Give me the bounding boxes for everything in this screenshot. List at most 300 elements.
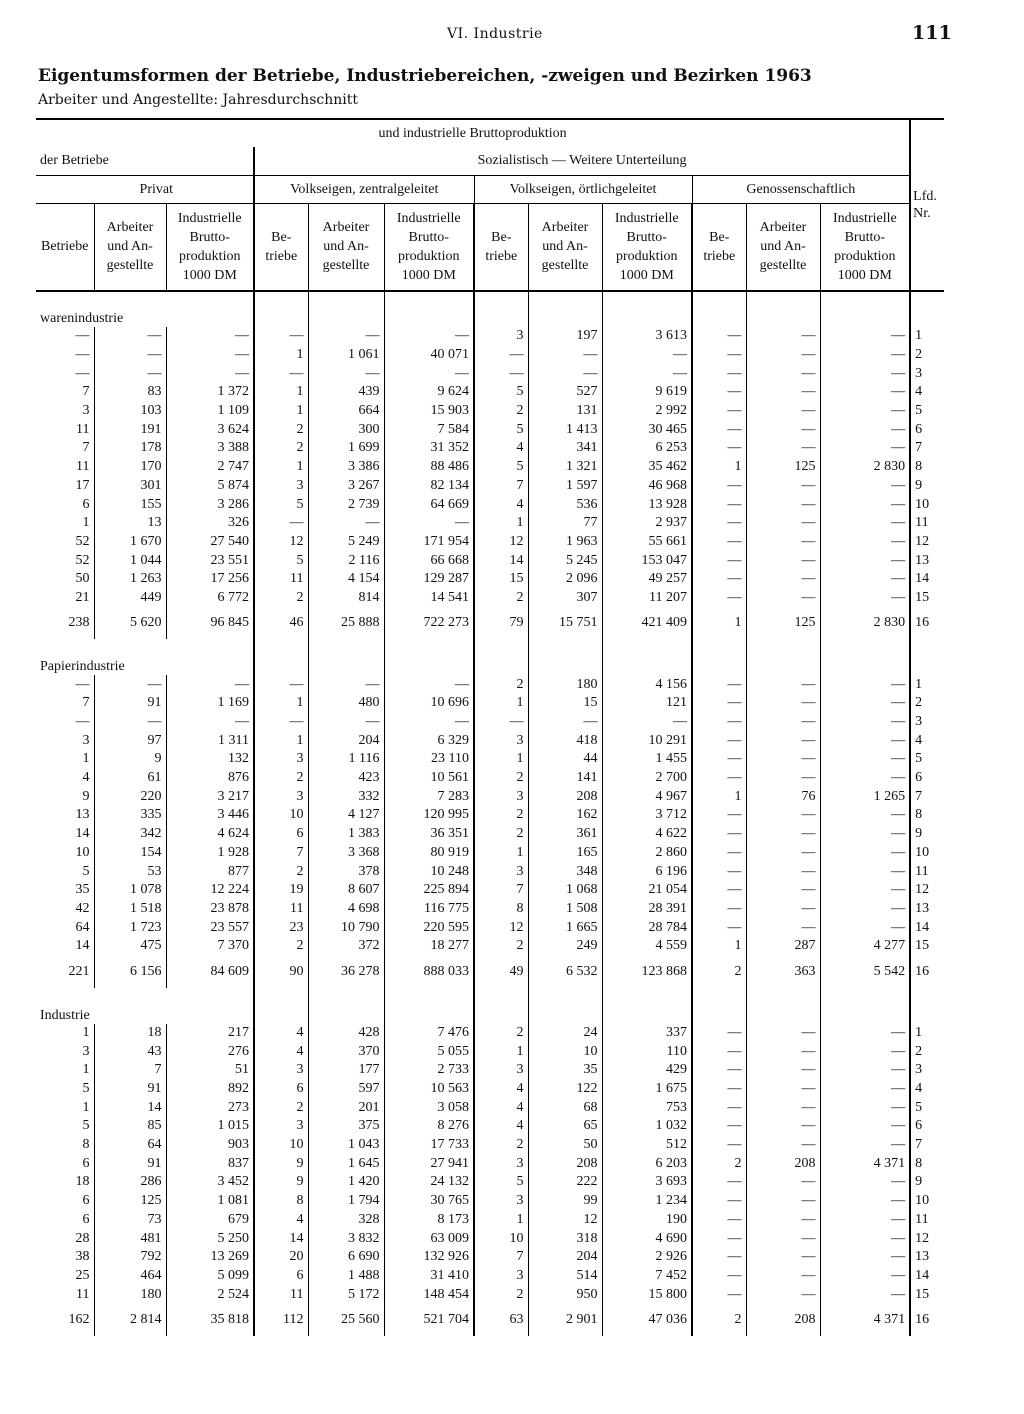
table-cell: 5 055	[384, 1042, 474, 1061]
table-cell: 4 622	[602, 825, 692, 844]
column-header-volkseigen-zentral-betriebe: Betriebe	[254, 203, 308, 291]
intro-label: und industrielle Bruttoproduktion	[36, 119, 910, 147]
table-cell: —	[75, 328, 90, 344]
table-cell: 877	[166, 862, 254, 881]
empty-cell	[254, 639, 308, 675]
table-cell: 348	[528, 862, 602, 881]
table-cell: 191	[94, 420, 166, 439]
table-cell: 370	[308, 1042, 384, 1061]
table-cell: 1	[82, 751, 90, 767]
table-cell: 4 154	[308, 570, 384, 589]
table-cell: —	[746, 713, 820, 732]
empty-cell	[746, 988, 820, 1024]
table-cell: 13 928	[602, 495, 692, 514]
table-cell: —	[75, 365, 90, 381]
empty-cell	[692, 291, 746, 327]
table-cell: 6 690	[308, 1248, 384, 1267]
table-cell: 27 941	[384, 1154, 474, 1173]
table-cell: 10 790	[308, 918, 384, 937]
table-row	[36, 346, 944, 365]
table-cell: 903	[166, 1136, 254, 1155]
table-cell: 521 704	[384, 1304, 474, 1336]
lfd-nr-cell: 13	[910, 1248, 944, 1267]
table-cell: 4	[254, 1042, 308, 1061]
table-cell: 123 868	[602, 956, 692, 988]
table-cell: 439	[308, 383, 384, 402]
table-cell: 3	[474, 1154, 528, 1173]
table-cell: 1 420	[308, 1173, 384, 1192]
table-cell: —	[820, 731, 910, 750]
table-cell: 79	[474, 607, 528, 639]
lfd-nr-cell: 12	[910, 881, 944, 900]
table-cell: 2	[254, 769, 308, 788]
table-cell: —	[820, 1136, 910, 1155]
lfd-nr-cell: 6	[910, 420, 944, 439]
table-cell: 65	[528, 1117, 602, 1136]
table-subtitle: Arbeiter und Angestellte: Jahresdurchschnitt	[38, 92, 358, 108]
table-cell: 148 454	[384, 1285, 474, 1304]
table-cell: 5	[474, 383, 528, 402]
table-cell: 4 624	[166, 825, 254, 844]
table-cell: —	[820, 844, 910, 863]
table-cell: 5	[474, 1173, 528, 1192]
table-cell: 527	[528, 383, 602, 402]
table-cell: —	[692, 731, 746, 750]
table-cell: 1	[474, 514, 528, 533]
table-cell: 204	[528, 1248, 602, 1267]
lfd-nr-cell: 13	[910, 551, 944, 570]
table-cell: 112	[254, 1304, 308, 1336]
empty-cell	[602, 988, 692, 1024]
table-cell: 1	[254, 458, 308, 477]
table-cell: 30 465	[602, 420, 692, 439]
table-cell: 38	[75, 1249, 90, 1265]
table-cell: —	[692, 694, 746, 713]
table-cell: 2 860	[602, 844, 692, 863]
table-row	[36, 327, 944, 346]
lfd-nr-cell: 11	[910, 514, 944, 533]
lfd-nr-cell: 3	[910, 713, 944, 732]
table-cell: 15 751	[528, 607, 602, 639]
empty-cell	[384, 988, 474, 1024]
table-cell: —	[820, 589, 910, 608]
section-header-row	[36, 988, 944, 1024]
table-cell: 3	[82, 732, 90, 748]
table-cell: 23 551	[166, 551, 254, 570]
column-header-privat-arbeiter-angestellte: Arbeiter und Angestellte	[94, 203, 166, 291]
table-cell: 2 814	[94, 1304, 166, 1336]
table-cell: 42	[75, 900, 90, 916]
table-cell: 5 172	[308, 1285, 384, 1304]
table-cell: 43	[94, 1042, 166, 1061]
table-cell: 90	[254, 956, 308, 988]
lfd-nr-cell: 1	[910, 1024, 944, 1043]
table-cell: 80 919	[384, 844, 474, 863]
table-cell: 125	[94, 1192, 166, 1211]
table-cell: —	[820, 1192, 910, 1211]
table-cell: 23 878	[166, 900, 254, 919]
table-cell: 7 584	[384, 420, 474, 439]
table-cell: 536	[528, 495, 602, 514]
table-row	[36, 1173, 944, 1192]
lfd-nr-cell: 9	[910, 1173, 944, 1192]
table-cell: —	[746, 1285, 820, 1304]
table-cell: 132	[166, 750, 254, 769]
table-cell: 18	[94, 1024, 166, 1043]
table-cell: —	[384, 675, 474, 694]
table-cell: 49 257	[602, 570, 692, 589]
table-cell: 35	[75, 882, 90, 898]
table-cell: 10	[254, 806, 308, 825]
table-cell: —	[820, 862, 910, 881]
lfd-nr-cell: 2	[910, 694, 944, 713]
table-cell: 335	[94, 806, 166, 825]
table-cell: 1 675	[602, 1080, 692, 1099]
table-cell: 3 693	[602, 1173, 692, 1192]
table-cell: 10 248	[384, 862, 474, 881]
table-cell: 4	[474, 439, 528, 458]
betriebe-label: der Betriebe	[36, 147, 254, 175]
table-cell: —	[746, 769, 820, 788]
table-cell: —	[746, 1267, 820, 1286]
table-cell: 20	[254, 1248, 308, 1267]
table-row	[36, 1285, 944, 1304]
table-cell: 6 532	[528, 956, 602, 988]
table-cell: 46 968	[602, 477, 692, 496]
table-cell: 512	[602, 1136, 692, 1155]
table-cell: 3 388	[166, 439, 254, 458]
table-cell: —	[820, 420, 910, 439]
table-row	[36, 402, 944, 421]
table-cell: 31 410	[384, 1267, 474, 1286]
table-cell: 220	[94, 787, 166, 806]
column-header-genossenschaftlich-bruttoproduktion: Industrielle Bruttoproduktion 1000 DM	[820, 203, 910, 291]
table-cell: 2	[474, 1136, 528, 1155]
table-cell: 4	[254, 1211, 308, 1230]
lfd-nr-cell: 3	[910, 364, 944, 383]
column-header-genossenschaftlich-betriebe: Betriebe	[692, 203, 746, 291]
empty-cell	[528, 988, 602, 1024]
table-cell: 180	[528, 675, 602, 694]
table-cell: 5 250	[166, 1229, 254, 1248]
table-cell: —	[746, 750, 820, 769]
table-row	[36, 713, 944, 732]
table-cell: 1	[254, 383, 308, 402]
table-cell: 10 563	[384, 1080, 474, 1099]
table-cell: —	[692, 713, 746, 732]
table-cell: 2 733	[384, 1061, 474, 1080]
table-cell: —	[820, 1098, 910, 1117]
table-cell: 208	[528, 1154, 602, 1173]
table-cell: 363	[746, 956, 820, 988]
table-cell: 23	[254, 918, 308, 937]
table-cell: 55 661	[602, 533, 692, 552]
table-cell: 1 518	[94, 900, 166, 919]
table-cell: 49	[474, 956, 528, 988]
table-cell: 341	[528, 439, 602, 458]
table-cell: 10	[254, 1136, 308, 1155]
table-cell: 2 700	[602, 769, 692, 788]
table-cell: 1	[474, 750, 528, 769]
table-cell: 418	[528, 731, 602, 750]
table-cell: 950	[528, 1285, 602, 1304]
table-cell: 35 462	[602, 458, 692, 477]
table-cell: 1 321	[528, 458, 602, 477]
empty-cell	[820, 639, 910, 675]
column-header-volkseigen-oertlich-bruttoproduktion: Industrielle Bruttoproduktion 1000 DM	[602, 203, 692, 291]
table-cell: 5	[474, 420, 528, 439]
page-number: 111	[912, 22, 952, 44]
table-cell: —	[254, 327, 308, 346]
table-cell: 3	[82, 403, 90, 419]
table-cell: —	[820, 327, 910, 346]
table-cell: —	[746, 1024, 820, 1043]
table-cell: —	[746, 402, 820, 421]
table-cell: —	[820, 694, 910, 713]
table-cell: 423	[308, 769, 384, 788]
table-cell: 3	[474, 1061, 528, 1080]
table-cell: 23 557	[166, 918, 254, 937]
table-cell: —	[384, 364, 474, 383]
table-cell: 2	[692, 1304, 746, 1336]
table-cell: 82 134	[384, 477, 474, 496]
table-cell: 3 832	[308, 1229, 384, 1248]
table-cell: 7 370	[166, 937, 254, 956]
table-cell: —	[820, 533, 910, 552]
table-cell: 375	[308, 1117, 384, 1136]
lfd-nr-cell: 10	[910, 495, 944, 514]
table-cell: 15	[528, 694, 602, 713]
empty-cell	[474, 639, 528, 675]
empty-cell	[474, 988, 528, 1024]
table-cell: —	[820, 1285, 910, 1304]
table-cell: 5 099	[166, 1267, 254, 1286]
table-cell: 4	[474, 1098, 528, 1117]
table-cell: 132 926	[384, 1248, 474, 1267]
table-row	[36, 1117, 944, 1136]
table-cell: 378	[308, 862, 384, 881]
table-cell: —	[692, 1061, 746, 1080]
table-cell: 372	[308, 937, 384, 956]
table-cell: 64 669	[384, 495, 474, 514]
table-cell: —	[692, 825, 746, 844]
table-row	[36, 495, 944, 514]
lfd-nr-cell: 16	[910, 956, 944, 988]
table-cell: 208	[746, 1304, 820, 1336]
table-cell: 273	[166, 1098, 254, 1117]
table-title: Eigentumsformen der Betriebe, Industriebereichen, -zweigen und Bezirken 1963	[38, 66, 812, 86]
table-cell: 18 277	[384, 937, 474, 956]
table-cell: —	[692, 1024, 746, 1043]
table-cell: 1	[82, 1024, 90, 1040]
table-cell: 30 765	[384, 1192, 474, 1211]
empty-cell	[308, 639, 384, 675]
table-cell: 1 311	[166, 731, 254, 750]
empty-cell	[692, 988, 746, 1024]
table-cell: —	[820, 1042, 910, 1061]
lfd-nr-cell: 14	[910, 570, 944, 589]
table-cell: —	[820, 514, 910, 533]
table-cell: 5	[474, 458, 528, 477]
empty-cell	[910, 639, 944, 675]
table-cell: 190	[602, 1211, 692, 1230]
table-cell: 10 291	[602, 731, 692, 750]
table-cell: 165	[528, 844, 602, 863]
table-cell: —	[746, 1248, 820, 1267]
table-cell: —	[746, 383, 820, 402]
table-row	[36, 937, 944, 956]
table-cell: 5	[254, 495, 308, 514]
table-row	[36, 787, 944, 806]
table-row	[36, 694, 944, 713]
socialist-header: Sozialistisch — Weitere Unterteilung	[254, 147, 910, 175]
table-cell: —	[746, 675, 820, 694]
table-cell: —	[746, 1229, 820, 1248]
table-cell: 300	[308, 420, 384, 439]
table-cell: —	[692, 862, 746, 881]
table-cell: 301	[94, 477, 166, 496]
table-cell: 11	[76, 421, 90, 437]
table-cell: —	[820, 570, 910, 589]
table-cell: —	[692, 346, 746, 365]
table-cell: —	[692, 383, 746, 402]
table-cell: 837	[166, 1154, 254, 1173]
table-cell: 6 253	[602, 439, 692, 458]
table-cell: —	[746, 862, 820, 881]
table-cell: 64	[75, 919, 90, 935]
table-cell: 326	[166, 514, 254, 533]
table-row	[36, 1192, 944, 1211]
table-cell: 1	[692, 787, 746, 806]
table-cell: —	[692, 844, 746, 863]
table-cell: —	[692, 402, 746, 421]
lfd-nr-cell: 2	[910, 1042, 944, 1061]
table-cell: 97	[94, 731, 166, 750]
table-cell: 7	[82, 695, 90, 711]
table-cell: 141	[528, 769, 602, 788]
table-cell: 2	[474, 675, 528, 694]
table-cell: —	[820, 1061, 910, 1080]
table-cell: —	[692, 750, 746, 769]
lfd-nr-cell: 11	[910, 862, 944, 881]
table-cell: 19	[254, 881, 308, 900]
table-cell: 21	[75, 589, 90, 605]
table-cell: —	[746, 1117, 820, 1136]
empty-cell	[746, 291, 820, 327]
table-cell: 178	[94, 439, 166, 458]
empty-cell	[308, 291, 384, 327]
table-cell: —	[308, 675, 384, 694]
section-header-row	[36, 291, 944, 327]
table-cell: —	[746, 533, 820, 552]
table-cell: 155	[94, 495, 166, 514]
table-cell: 4 690	[602, 1229, 692, 1248]
table-cell: 1	[692, 937, 746, 956]
table-row	[36, 439, 944, 458]
table-cell: 208	[528, 787, 602, 806]
table-cell: 131	[528, 402, 602, 421]
table-cell: —	[166, 364, 254, 383]
table-cell: 1	[474, 694, 528, 713]
table-cell: 1	[82, 1099, 90, 1115]
table-cell: 1 081	[166, 1192, 254, 1211]
table-cell: —	[166, 346, 254, 365]
table-cell: 68	[528, 1098, 602, 1117]
table-cell: 342	[94, 825, 166, 844]
table-cell: —	[692, 1080, 746, 1099]
table-row	[36, 731, 944, 750]
lfd-nr-cell: 15	[910, 589, 944, 608]
table-cell: 8	[474, 900, 528, 919]
section-label: warenindustrie	[40, 311, 124, 326]
table-cell: 3 386	[308, 458, 384, 477]
table-cell: 2 830	[820, 607, 910, 639]
table-cell: 7	[254, 844, 308, 863]
table-cell: 12	[474, 533, 528, 552]
table-cell: 12	[254, 533, 308, 552]
table-cell: 1 963	[528, 533, 602, 552]
table-cell: 6 329	[384, 731, 474, 750]
table-cell: —	[384, 514, 474, 533]
lfd-nr-cell: 9	[910, 477, 944, 496]
table-cell: —	[602, 346, 692, 365]
lfd-nr-cell: 7	[910, 439, 944, 458]
table-cell: —	[820, 713, 910, 732]
table-row	[36, 458, 944, 477]
table-cell: —	[75, 676, 90, 692]
table-cell: 7	[474, 477, 528, 496]
table-cell: 3	[474, 1267, 528, 1286]
table-row	[36, 1229, 944, 1248]
table-cell: 162	[528, 806, 602, 825]
table-cell: 1 068	[528, 881, 602, 900]
table-cell: 2 926	[602, 1248, 692, 1267]
table-cell: —	[528, 346, 602, 365]
table-cell: 464	[94, 1267, 166, 1286]
table-cell: 892	[166, 1080, 254, 1099]
table-cell: 7	[82, 440, 90, 456]
table-cell: 208	[746, 1154, 820, 1173]
table-cell: 51	[166, 1061, 254, 1080]
table-cell: 475	[94, 937, 166, 956]
table-cell: 10 696	[384, 694, 474, 713]
table-cell: 1 794	[308, 1192, 384, 1211]
lfd-nr-cell: 13	[910, 900, 944, 919]
table-cell: 3 217	[166, 787, 254, 806]
table-cell: 3	[254, 1061, 308, 1080]
table-cell: 64	[94, 1136, 166, 1155]
table-cell: 5	[254, 551, 308, 570]
table-cell: —	[528, 364, 602, 383]
table-cell: 25 560	[308, 1304, 384, 1336]
table-cell: —	[166, 713, 254, 732]
table-cell: —	[474, 364, 528, 383]
table-cell: —	[602, 364, 692, 383]
table-cell: 449	[94, 589, 166, 608]
lfd-nr-cell: 12	[910, 1229, 944, 1248]
table-cell: 4	[474, 1080, 528, 1099]
table-cell: 6 196	[602, 862, 692, 881]
group-privat: Privat	[36, 175, 254, 203]
table-cell: 170	[94, 458, 166, 477]
table-cell: —	[692, 1173, 746, 1192]
lfd-nr-cell: 6	[910, 769, 944, 788]
table-cell: —	[308, 713, 384, 732]
table-cell: 9 619	[602, 383, 692, 402]
table-cell: —	[75, 347, 90, 363]
table-row	[36, 533, 944, 552]
table-row	[36, 806, 944, 825]
